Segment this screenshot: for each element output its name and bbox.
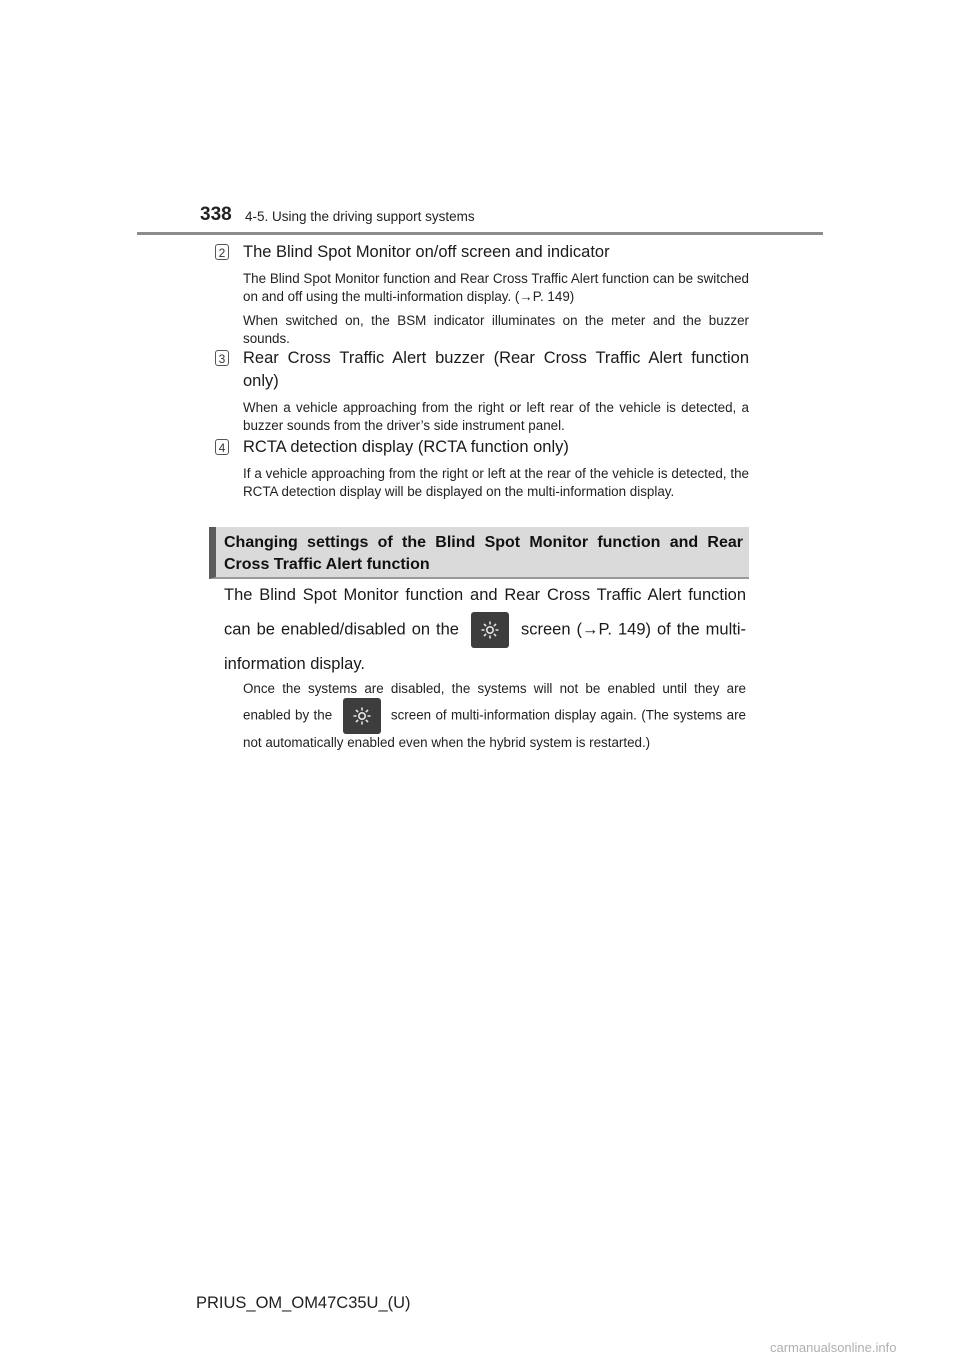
- section-heading: Changing settings of the Blind Spot Monitor function and Rear Cross Traffic Alert function: [224, 534, 743, 573]
- paragraph-text-end: screen (→P. 149) of the multi-information display.: [224, 620, 746, 673]
- item-paragraph: If a vehicle approaching from the right or left at the rear of the vehicle is detected, the RCTA detection display will be displayed on the multi-information display.: [243, 466, 749, 499]
- settings-paragraph: [224, 579, 746, 681]
- item-title: RCTA detection display (RCTA function only): [243, 438, 569, 456]
- section-heading-bar: [209, 527, 749, 579]
- item-title: Rear Cross Traffic Alert buzzer (Rear Cross Traffic Alert function only): [243, 349, 749, 390]
- settings-note: [243, 680, 746, 752]
- item-number-badge: 3: [215, 350, 229, 366]
- page-number: 338: [200, 204, 232, 225]
- item-paragraph: When switched on, the BSM indicator illuminates on the meter and the buzzer sounds.: [243, 313, 749, 346]
- item-body: [243, 399, 749, 435]
- item-paragraph: The Blind Spot Monitor function and Rear Cross Traffic Alert function can be switched on and off using the multi-information display. (→P. 149): [243, 271, 749, 304]
- list-item: [215, 436, 749, 507]
- document-id: PRIUS_OM_OM47C35U_(U): [196, 1294, 411, 1312]
- item-body: [243, 465, 749, 501]
- page-header: [0, 0, 960, 240]
- item-number-badge: 4: [215, 439, 229, 455]
- settings-gear-icon: [471, 612, 509, 648]
- header-divider: [137, 232, 823, 235]
- item-paragraph: When a vehicle approaching from the right or left rear of the vehicle is detected, a buzzer sounds from the driver’s side instrument panel.: [243, 400, 749, 433]
- item-body: [243, 270, 749, 348]
- settings-gear-icon: [343, 698, 381, 734]
- note-text-start: Once the systems are disabled, the systems will not be enabled until they are enabled by the: [243, 681, 746, 723]
- list-item: [215, 241, 749, 354]
- item-title: The Blind Spot Monitor on/off screen and indicator: [243, 243, 610, 261]
- paragraph-text-start: The Blind Spot Monitor function and Rear Cross Traffic Alert function can be enabled/disabled on the: [224, 586, 746, 639]
- watermark: carmanualsonline.info: [770, 1340, 897, 1355]
- note-text-end: screen of multi-information display again. (The systems are not automatically enabled even when the hybrid system is restarted.): [243, 707, 746, 750]
- item-number-badge: 2: [215, 244, 229, 260]
- list-item: [215, 347, 749, 441]
- section-title: 4-5. Using the driving support systems: [245, 209, 475, 224]
